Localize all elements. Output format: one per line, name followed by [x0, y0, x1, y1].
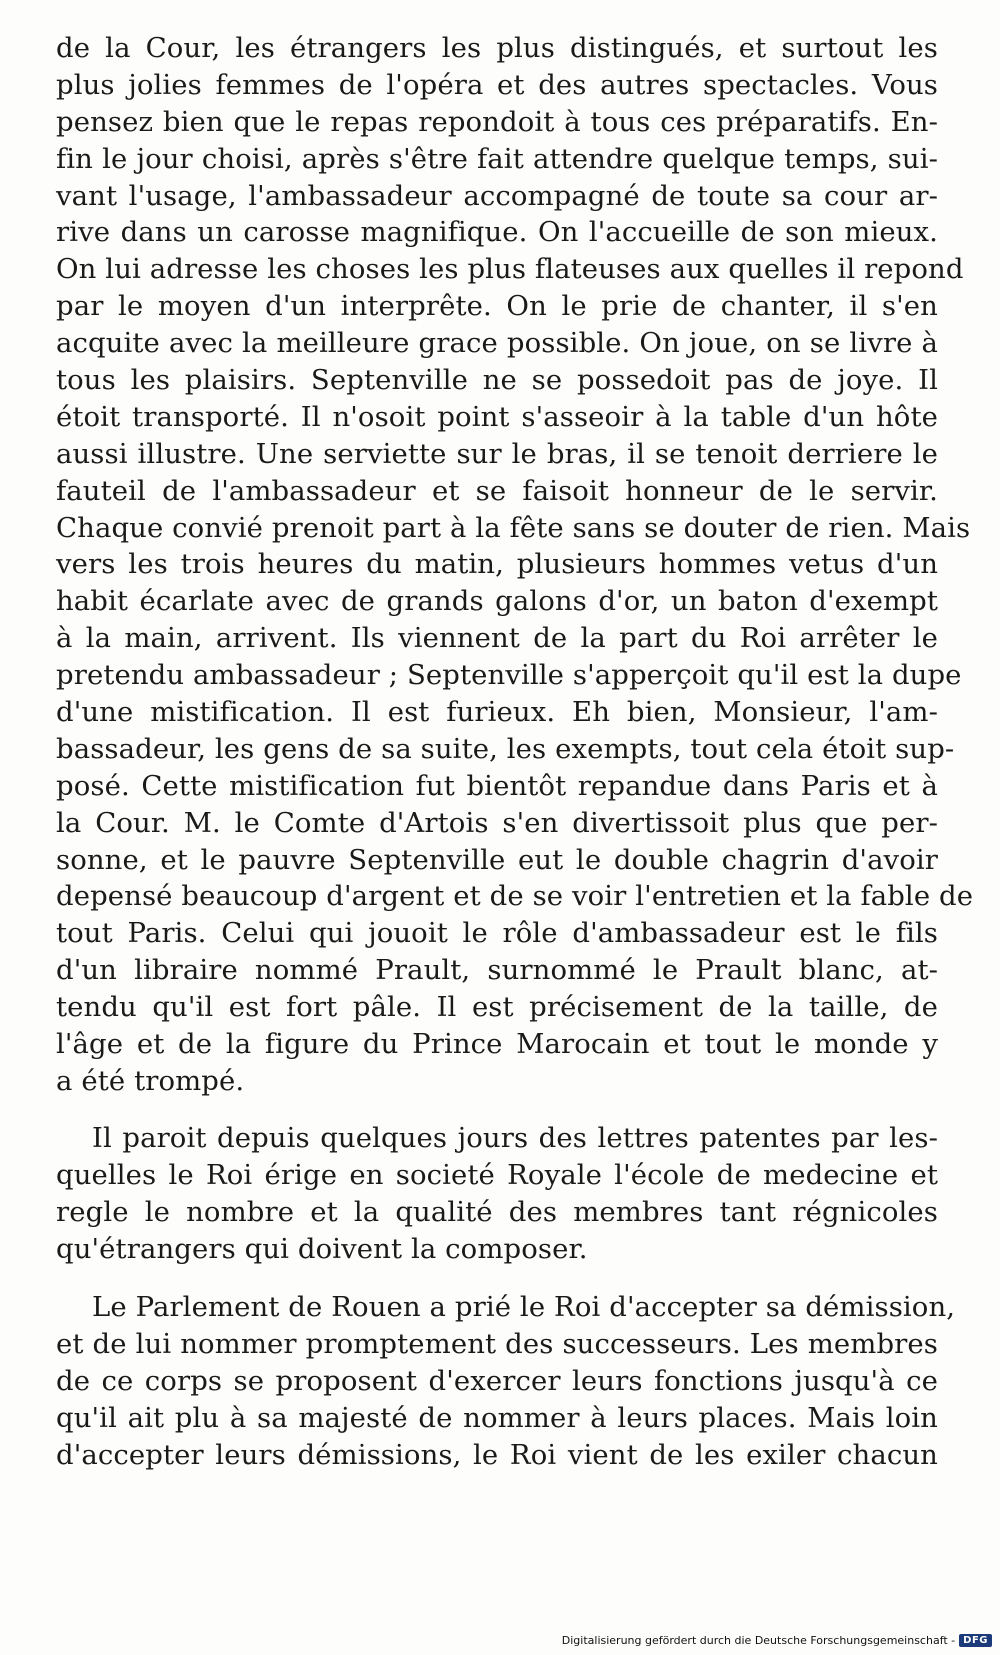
text-line: tous les plaisirs. Septenville ne se possedoit pas de joye. Il: [56, 364, 938, 397]
digitization-credit: [562, 1631, 992, 1649]
text-line: plus jolies femmes de l'opéra et des autres spectacles. Vous: [56, 68, 938, 101]
text-line: qu'étrangers qui doivent la composer.: [56, 1232, 588, 1265]
paragraph-3: [56, 1289, 956, 1473]
text-line: d'une mistification. Il est furieux. Eh bien, Monsieur, l'am-: [56, 696, 938, 729]
text-line: fin le jour choisi, après s'être fait attendre quelque temps, sui-: [56, 142, 938, 175]
text-line: et de lui nommer promptement des successeurs. Les membres: [56, 1328, 938, 1361]
text-line: Chaque convié prenoit part à la fête sans se douter de rien. Mais: [56, 511, 971, 544]
text-line: depensé beaucoup d'argent et de se voir l'entretien et la fable de: [56, 880, 974, 913]
text-line: la Cour. M. le Comte d'Artois s'en divertissoit plus que per-: [56, 806, 938, 839]
text-line: bassadeur, les gens de sa suite, les exempts, tout cela étoit sup-: [56, 732, 955, 765]
paragraph-2: [56, 1120, 938, 1268]
paragraph-spacer: [56, 1100, 938, 1120]
text-line: à la main, arrivent. Ils viennent de la part du Roi arrêter le: [56, 622, 938, 655]
text-line: fauteil de l'ambassadeur et se faisoit honneur de le servir.: [56, 474, 938, 507]
page-text: [56, 30, 974, 1474]
text-line: tendu qu'il est fort pâle. Il est précisement de la taille, de: [56, 991, 938, 1024]
credit-text: Digitalisierung gefördert durch die Deutsche Forschungsgemeinschaft -: [561, 1633, 956, 1647]
text-line: a été trompé.: [56, 1064, 245, 1097]
text-line: acquite avec la meilleure grace possible. On joue, on se livre à: [56, 327, 938, 360]
text-line: On lui adresse les choses les plus flateuses aux quelles il repond: [56, 253, 964, 286]
text-line: de la Cour, les étrangers les plus distingués, et surtout les: [56, 32, 938, 64]
text-line: de ce corps se proposent d'exercer leurs fonctions jusqu'à ce: [56, 1365, 938, 1398]
text-line: habit écarlate avec de grands galons d'or, un baton d'exempt: [56, 585, 938, 618]
text-line: quelles le Roi érige en societé Royale l'école de medecine et: [56, 1158, 938, 1191]
text-line: regle le nombre et la qualité des membres tant régnicoles: [56, 1195, 938, 1228]
text-line: posé. Cette mistification fut bientôt repandue dans Paris et à: [56, 769, 938, 802]
text-line: vant l'usage, l'ambassadeur accompagné de toute sa cour ar-: [56, 179, 938, 212]
text-line: vers les trois heures du matin, plusieurs hommes vetus d'un: [56, 548, 938, 581]
paragraph-1: [56, 30, 974, 1100]
text-line: l'âge et de la figure du Prince Marocain et tout le monde y: [56, 1028, 938, 1061]
text-line: d'accepter leurs démissions, le Roi vient de les exiler chacun: [56, 1438, 938, 1471]
text-line: d'un libraire nommé Prault, surnommé le Prault blanc, at-: [56, 954, 938, 987]
text-line: aussi illustre. Une serviette sur le bras, il se tenoit derriere le: [56, 437, 938, 470]
text-line: Il paroit depuis quelques jours des lettres patentes par les-: [92, 1121, 938, 1154]
text-line: rive dans un carosse magnifique. On l'accueille de son mieux.: [56, 216, 938, 249]
text-line: pretendu ambassadeur ; Septenville s'apperçoit qu'il est la dupe: [56, 659, 962, 692]
text-line: étoit transporté. Il n'osoit point s'asseoir à la table d'un hôte: [56, 400, 938, 433]
dfg-logo-icon: DFG: [959, 1634, 992, 1647]
paragraph-spacer: [56, 1267, 938, 1289]
text-line: qu'il ait plu à sa majesté de nommer à leurs places. Mais loin: [56, 1402, 938, 1435]
text-line: Le Parlement de Rouen a prié le Roi d'accepter sa démission,: [92, 1291, 956, 1324]
text-line: par le moyen d'un interprête. On le prie de chanter, il s'en: [56, 290, 938, 323]
text-line: sonne, et le pauvre Septenville eut le double chagrin d'avoir: [56, 843, 938, 876]
text-line: tout Paris. Celui qui jouoit le rôle d'ambassadeur est le fils: [56, 917, 938, 950]
text-line: pensez bien que le repas repondoit à tous ces préparatifs. En-: [56, 105, 938, 138]
